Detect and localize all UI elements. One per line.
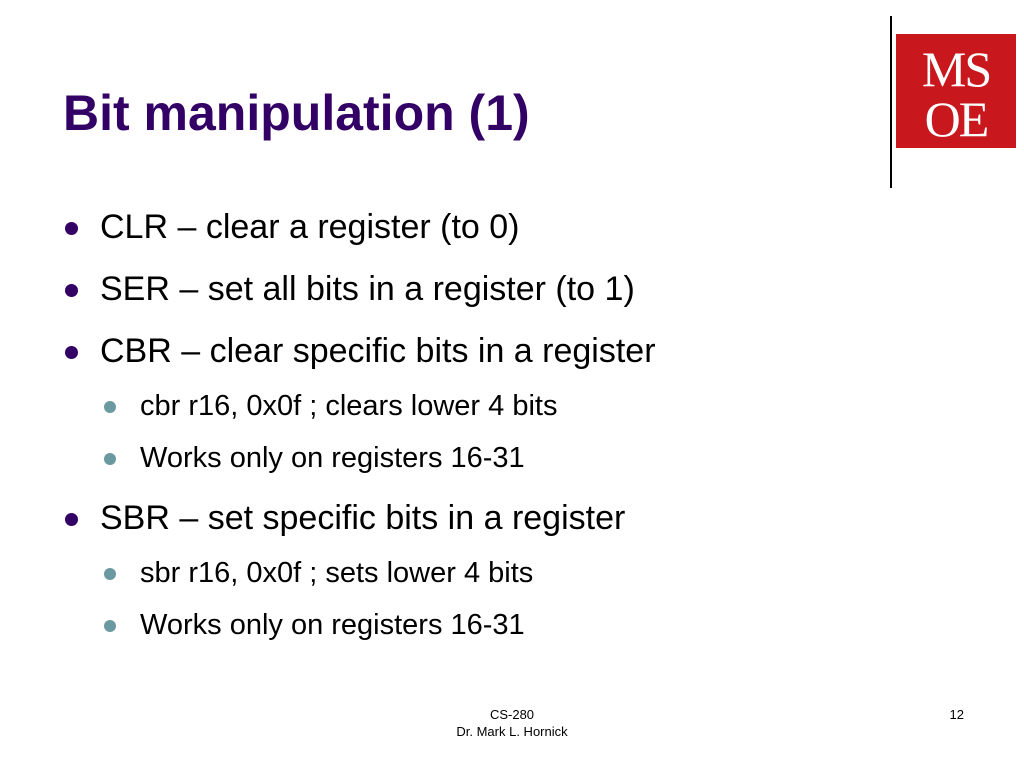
sub-bullet-marker	[104, 620, 116, 632]
sub-bullet-marker	[104, 568, 116, 580]
logo-text-top: MS	[921, 41, 991, 97]
slide-footer	[412, 706, 612, 740]
logo-text-bottom: OE	[924, 91, 988, 147]
sub-bullet-marker	[104, 401, 116, 413]
sub-bullet-marker	[104, 453, 116, 465]
bullet-ser: SER – set all bits in a register (to 1)	[100, 270, 635, 308]
msoe-logo-graphic	[896, 34, 1016, 148]
sub-bullet-sbr-note: Works only on registers 16-31	[140, 609, 525, 641]
footer-author: Dr. Mark L. Hornick	[456, 724, 568, 739]
bullet-sbr: SBR – set specific bits in a register	[100, 499, 626, 537]
bullet-marker	[65, 222, 78, 235]
msoe-logo	[896, 34, 1016, 148]
sub-bullet-sbr-example: sbr r16, 0x0f ; sets lower 4 bits	[140, 557, 534, 589]
bullet-marker	[65, 284, 78, 297]
bullet-cbr: CBR – clear specific bits in a register	[100, 332, 656, 370]
bullet-marker	[65, 346, 78, 359]
footer-course: CS-280	[489, 707, 535, 722]
slide-title: Bit manipulation (1)	[63, 85, 530, 141]
bullet-clr: CLR – clear a register (to 0)	[100, 208, 520, 246]
page-number: 12	[949, 707, 964, 722]
header-divider-line	[890, 16, 892, 188]
sub-bullet-cbr-example: cbr r16, 0x0f ; clears lower 4 bits	[140, 390, 558, 422]
bullet-marker	[65, 513, 78, 526]
sub-bullet-cbr-note: Works only on registers 16-31	[140, 442, 525, 474]
